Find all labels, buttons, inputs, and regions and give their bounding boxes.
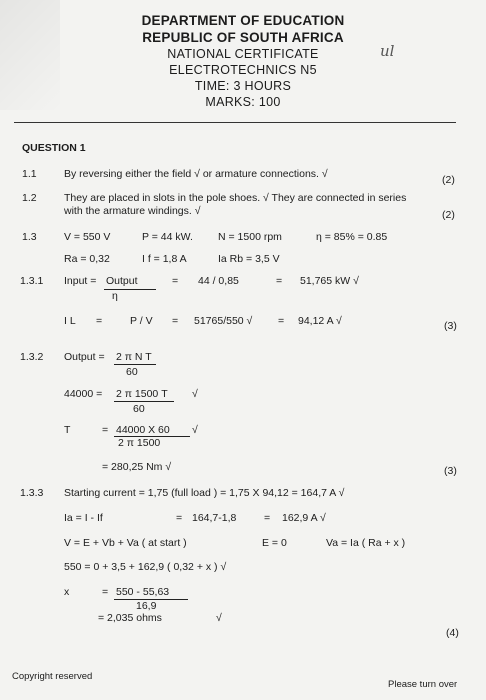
given-efficiency: η = 85% = 0.85 [316, 231, 388, 243]
q1-1-number: 1.1 [22, 168, 37, 180]
given-voltage: V = 550 V [64, 231, 111, 243]
given-brush-drop: Ia Rb = 3,5 V [218, 253, 280, 265]
ia-equals-1: = [176, 512, 183, 524]
va-expression: Va = Ia ( Ra + x ) [326, 537, 406, 549]
q1-3-3-marks: (4) [446, 627, 459, 639]
q1-1-marks: (2) [442, 174, 455, 186]
header-republic: REPUBLIC OF SOUTH AFRICA [142, 30, 344, 45]
torque-result: = 280,25 Nm √ [102, 461, 172, 473]
output-fraction-bar [114, 364, 156, 365]
given-field-current: I f = 1,8 A [142, 253, 187, 265]
output-numerator: 2 π N T [116, 351, 152, 363]
q1-3-1-number: 1.3.1 [20, 275, 44, 287]
q1-3-1-marks: (3) [444, 320, 457, 332]
q1-3-number: 1.3 [22, 231, 37, 243]
il-lhs: I L [64, 315, 76, 327]
power-eq-tick: √ [192, 388, 198, 400]
header-time: TIME: 3 HOURS [194, 79, 292, 93]
x-tick: √ [216, 612, 222, 624]
header-marks: MARKS: 100 [205, 95, 281, 109]
q1-2-answer-line2: with the armature windings. √ [64, 205, 201, 217]
q1-3-2-marks: (3) [444, 465, 457, 477]
ia-equals-2: = [264, 512, 271, 524]
given-armature-resistance: Ra = 0,32 [64, 253, 110, 265]
q1-2-marks: (2) [442, 209, 455, 221]
voltage-equation: V = E + Vb + Va ( at start ) [64, 537, 187, 549]
input-lhs: Input = [64, 275, 97, 287]
torque-denominator: 2 π 1500 [118, 437, 161, 449]
il-equals-3: = [278, 315, 285, 327]
input-calc: 44 / 0,85 [198, 275, 239, 287]
power-eq-fraction-bar [114, 401, 174, 402]
ia-calc: 164,7-1,8 [192, 512, 237, 524]
output-lhs: Output = [64, 351, 105, 363]
il-calc: 51765/550 √ [194, 315, 253, 327]
il-p-over-v: P / V [130, 315, 153, 327]
q1-2-answer-line1: They are placed in slots in the pole shoes. √ They are connected in series [64, 192, 407, 204]
q1-1-answer: By reversing either the field √ or armature connections. √ [64, 168, 328, 180]
input-result: 51,765 kW √ [300, 275, 359, 287]
torque-tick: √ [192, 424, 198, 436]
back-emf-zero: E = 0 [262, 537, 287, 549]
x-lhs: x [64, 586, 70, 598]
torque-equals: = [102, 424, 109, 436]
x-result: = 2,035 ohms [98, 612, 162, 624]
given-speed: N = 1500 rpm [218, 231, 282, 243]
q1-3-3-number: 1.3.3 [20, 487, 44, 499]
footer-copyright: Copyright reserved [12, 671, 93, 682]
header-certificate: NATIONAL CERTIFICATE [167, 47, 319, 61]
power-eq-numerator: 2 π 1500 T [116, 388, 168, 400]
output-denominator: 60 [126, 366, 138, 378]
header-department: DEPARTMENT OF EDUCATION [141, 13, 345, 28]
starting-current-line: Starting current = 1,75 (full load ) = 1,75 X 94,12 = 164,7 A √ [64, 487, 345, 499]
torque-lhs: T [64, 424, 71, 436]
given-power: P = 44 kW. [142, 231, 193, 243]
il-equals-1: = [96, 315, 103, 327]
x-equals: = [102, 586, 109, 598]
ia-expression: Ia = I - If [64, 512, 103, 524]
substitution-equation: 550 = 0 + 3,5 + 162,9 ( 0,32 + x ) √ [64, 561, 227, 573]
input-numerator: Output [106, 275, 138, 287]
x-numerator: 550 - 55,63 [116, 586, 170, 598]
q1-3-2-number: 1.3.2 [20, 351, 44, 363]
power-eq-denominator: 60 [133, 403, 145, 415]
handwritten-annotation: ul [380, 42, 395, 60]
il-equals-2: = [172, 315, 179, 327]
input-equals-1: = [172, 275, 179, 287]
torque-numerator: 44000 X 60 [116, 424, 170, 436]
ia-result: 162,9 A √ [282, 512, 326, 524]
power-eq-lhs: 44000 = [64, 388, 103, 400]
footer-turn-over: Please turn over [388, 679, 458, 690]
question-title: QUESTION 1 [22, 142, 86, 154]
q1-2-number: 1.2 [22, 192, 37, 204]
x-denominator: 16,9 [136, 600, 157, 612]
input-equals-2: = [276, 275, 283, 287]
il-result: 94,12 A √ [298, 315, 342, 327]
input-denominator: η [112, 290, 118, 302]
header-subject: ELECTROTECHNICS N5 [169, 63, 317, 77]
header-divider [14, 122, 456, 123]
